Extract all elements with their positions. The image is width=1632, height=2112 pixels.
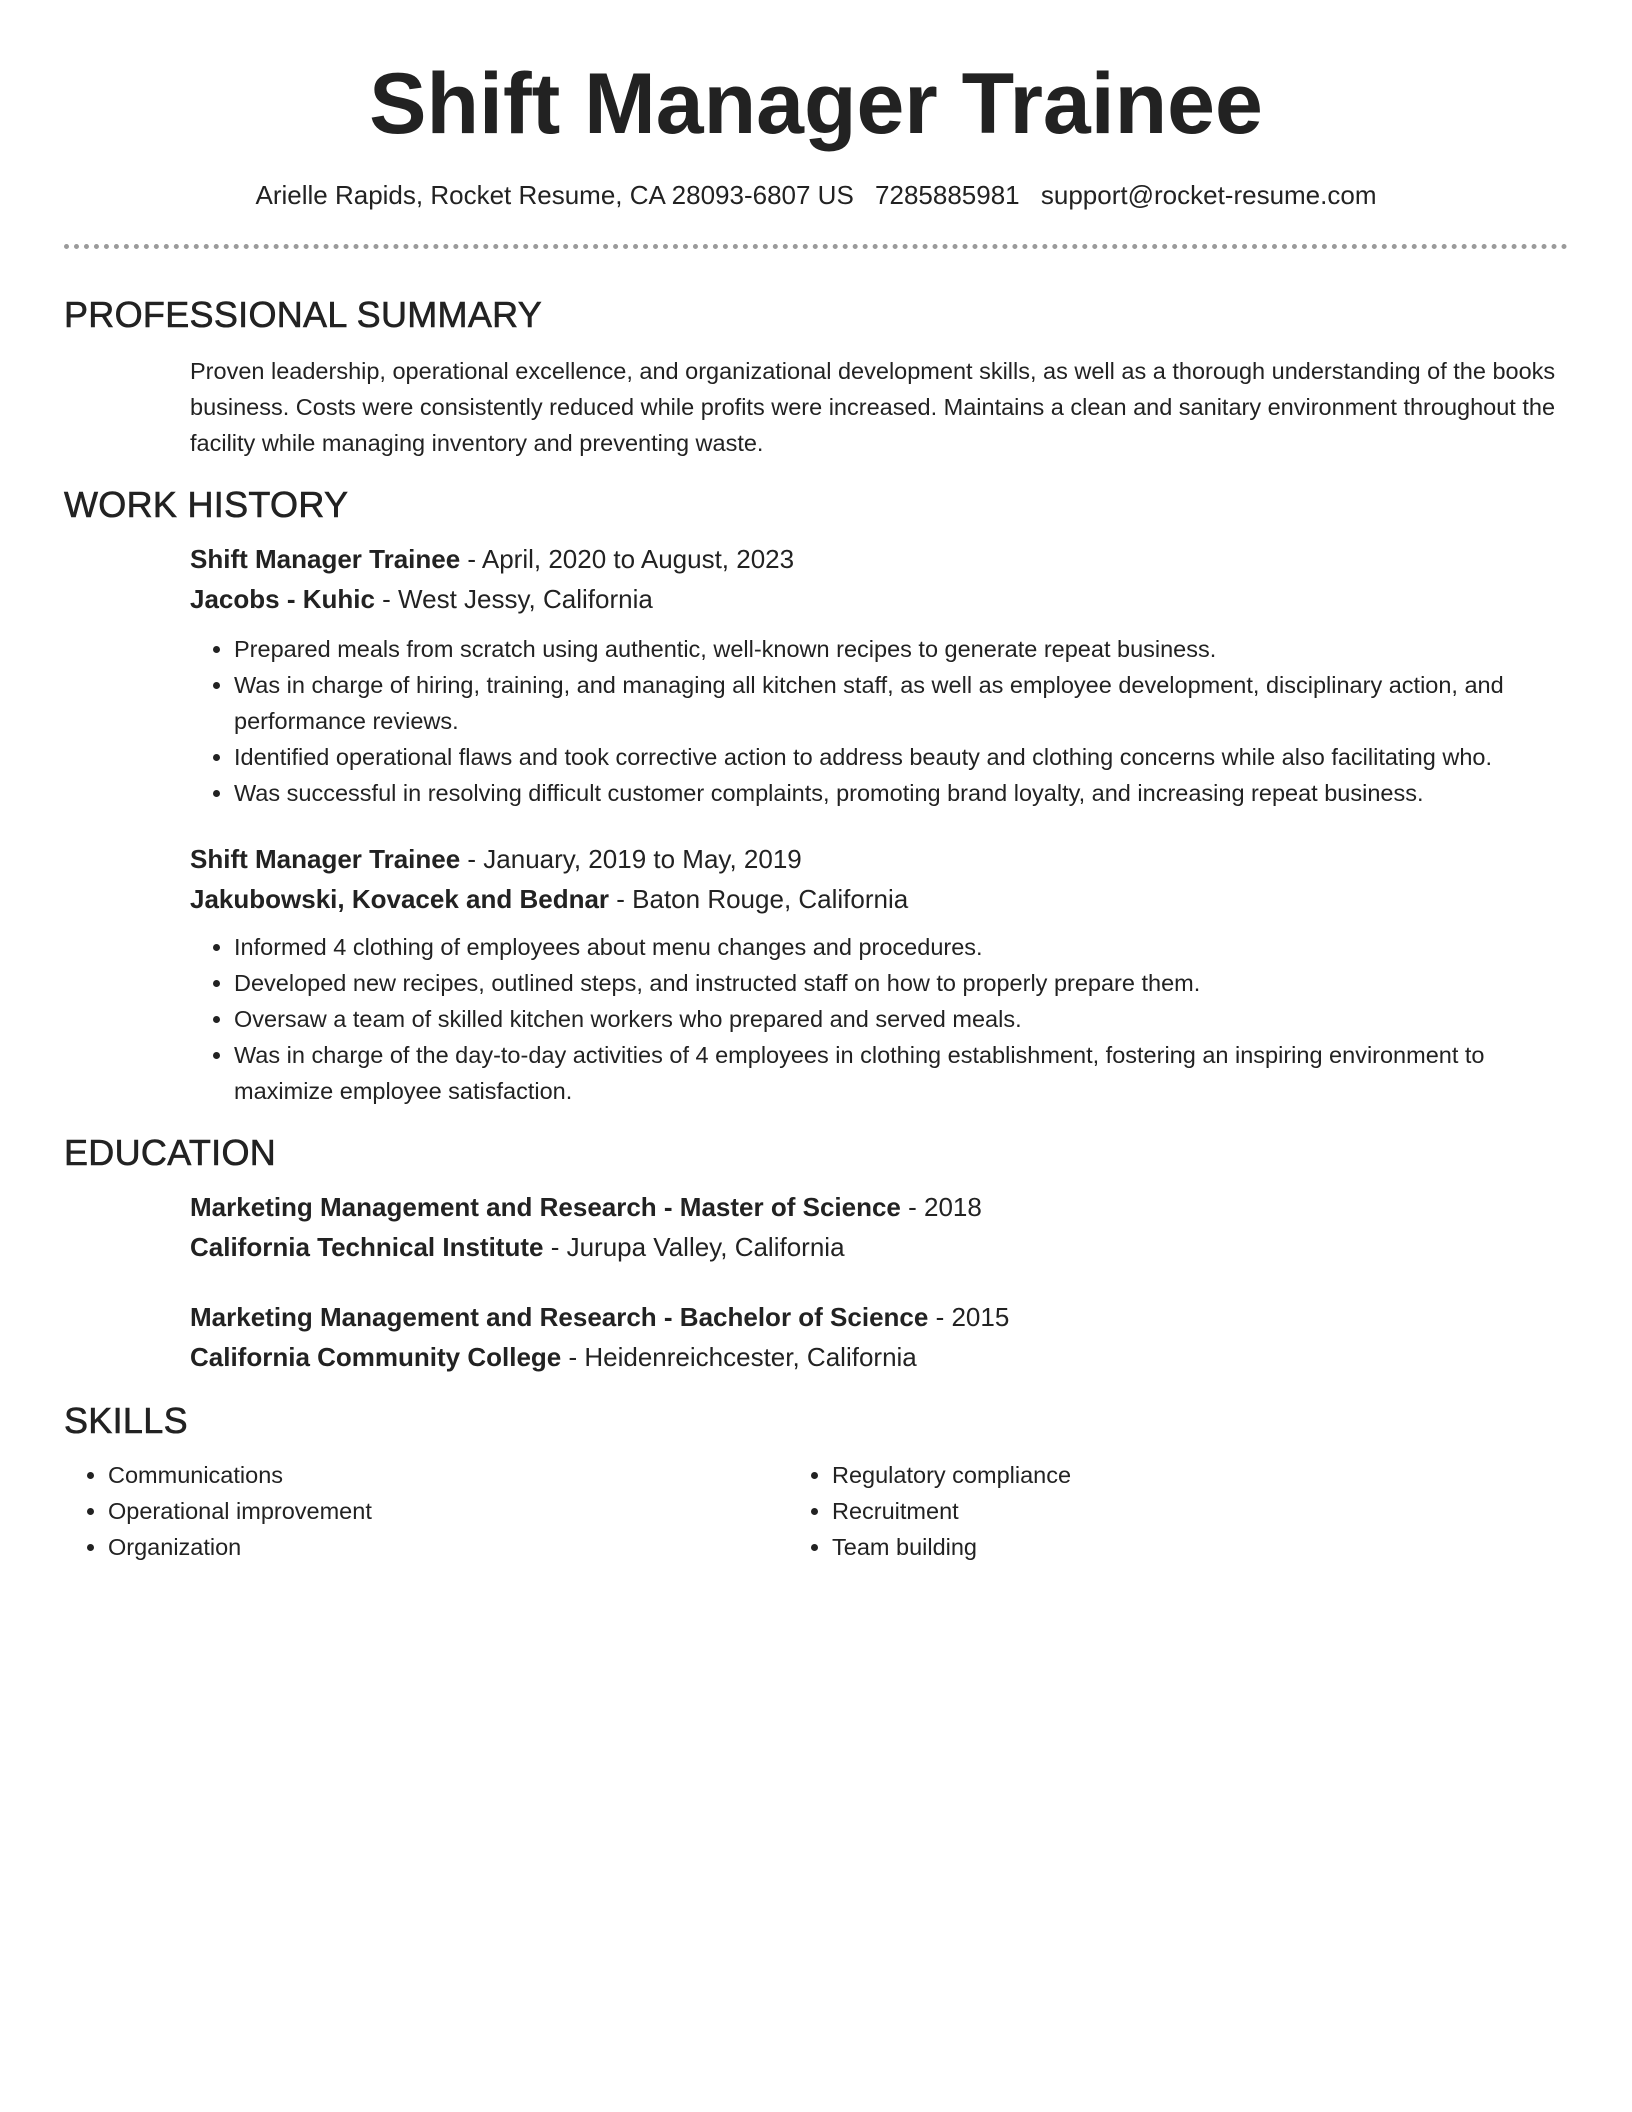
job-dates: - April, 2020 to August, 2023 — [460, 544, 795, 574]
skill-item: • Team building — [832, 1529, 1512, 1565]
job-dates: - January, 2019 to May, 2019 — [460, 844, 802, 874]
job-company: Jacobs - Kuhic — [190, 584, 375, 614]
degree-line — [190, 1297, 1568, 1337]
job-title: Shift Manager Trainee — [190, 844, 461, 874]
degree-year: - 2018 — [900, 1192, 982, 1222]
contact-line — [64, 178, 1568, 212]
skills-list-right — [788, 1457, 1512, 1565]
school-line — [190, 1337, 1568, 1377]
skills-section — [64, 1457, 1568, 1565]
degree-year: - 2015 — [928, 1302, 1010, 1332]
degree-name: Marketing Management and Research - Master of Science — [190, 1192, 901, 1222]
job-entry — [190, 539, 1568, 811]
skill-item: • Regulatory compliance — [832, 1457, 1512, 1493]
school-location: - Heidenreichcester, California — [561, 1342, 917, 1372]
summary-heading: PROFESSIONAL SUMMARY — [64, 294, 543, 335]
job-bullet: • Was in charge of the day-to-day activities of 4 employees in clothing establishment, fostering an inspiring environment to maximize employee satisfaction. — [234, 1037, 1568, 1109]
skill-item: • Communications — [108, 1457, 788, 1493]
school-name: California Technical Institute — [190, 1232, 544, 1262]
skill-item: • Operational improvement — [108, 1493, 788, 1529]
job-location: - West Jessy, California — [374, 584, 653, 614]
job-title: Shift Manager Trainee — [190, 544, 461, 574]
work-history-heading: WORK HISTORY — [64, 484, 349, 525]
education-entry — [190, 1297, 1568, 1377]
degree-line — [190, 1187, 1568, 1227]
skills-list-left — [64, 1457, 788, 1565]
education-entry — [190, 1187, 1568, 1267]
job-title-line — [190, 839, 1568, 879]
summary-section — [190, 353, 1568, 461]
header-divider — [64, 244, 1568, 249]
skills-heading: SKILLS — [64, 1400, 188, 1441]
resume-title: Shift Manager Trainee — [369, 56, 1263, 152]
summary-text: Proven leadership, operational excellence, and organizational development skills, as well as a thorough understanding of the books business. Costs were consistently reduced while profits were increased. Maintains a clean and sanitary environment throughout the facility while managing inventory and preventing waste. — [190, 358, 1556, 456]
skill-item: • Organization — [108, 1529, 788, 1565]
job-bullet: • Informed 4 clothing of employees about menu changes and procedures. — [234, 929, 1568, 965]
job-bullets — [190, 631, 1568, 811]
job-bullet: • Identified operational flaws and took corrective action to address beauty and clothing concerns while also facilitating who. — [234, 739, 1568, 775]
job-company: Jakubowski, Kovacek and Bednar — [190, 884, 610, 914]
job-bullet: • Oversaw a team of skilled kitchen workers who prepared and served meals. — [234, 1001, 1568, 1037]
school-location: - Jurupa Valley, California — [543, 1232, 845, 1262]
education-section — [190, 1187, 1568, 1377]
school-line — [190, 1227, 1568, 1267]
job-company-line — [190, 579, 1568, 619]
contact-email: support@rocket-resume.com — [1040, 180, 1377, 210]
degree-name: Marketing Management and Research - Bachelor of Science — [190, 1302, 929, 1332]
job-bullet: • Developed new recipes, outlined steps, and instructed staff on how to properly prepare them. — [234, 965, 1568, 1001]
school-name: California Community College — [190, 1342, 562, 1372]
job-entry — [190, 839, 1568, 1109]
job-bullet: • Was successful in resolving difficult customer complaints, promoting brand loyalty, and increasing repeat business. — [234, 775, 1568, 811]
job-bullet: • Was in charge of hiring, training, and managing all kitchen staff, as well as employee development, disciplinary action, and performance reviews. — [234, 667, 1568, 739]
job-bullets — [190, 929, 1568, 1109]
job-location: - Baton Rouge, California — [609, 884, 909, 914]
job-company-line — [190, 879, 1568, 919]
contact-address: Arielle Rapids, Rocket Resume, CA 28093-6807 US — [255, 180, 854, 210]
contact-phone: 7285885981 — [875, 180, 1020, 210]
job-title-line — [190, 539, 1568, 579]
work-history-section — [190, 539, 1568, 1109]
skill-item: • Recruitment — [832, 1493, 1512, 1529]
job-bullet: • Prepared meals from scratch using authentic, well-known recipes to generate repeat business. — [234, 631, 1568, 667]
education-heading: EDUCATION — [64, 1132, 277, 1173]
